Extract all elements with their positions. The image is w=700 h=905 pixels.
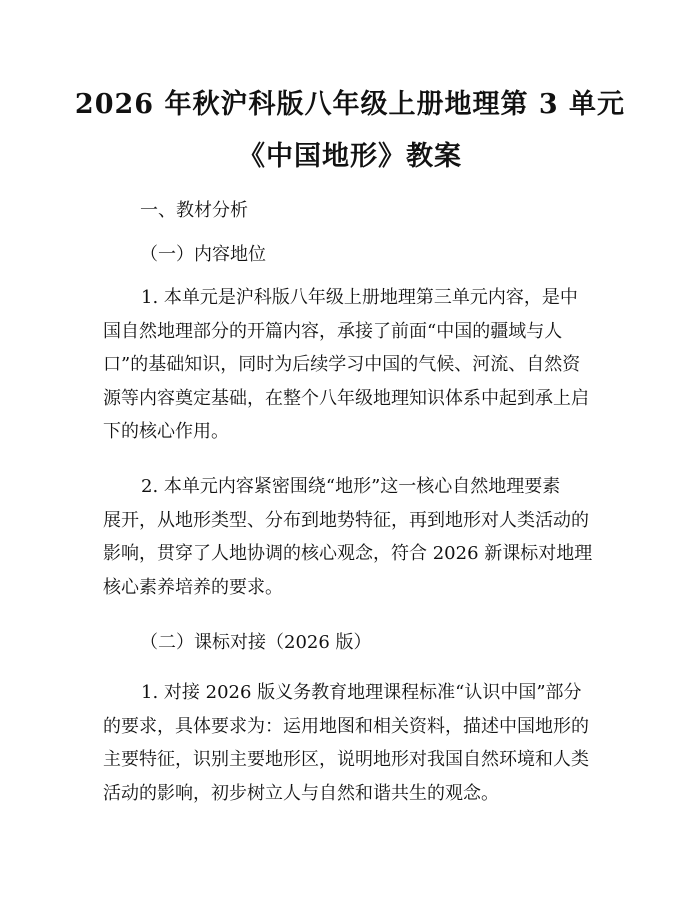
paragraph-1-line: 下的核心作用。 [103,421,229,442]
subsection-heading-content-position: （一）内容地位 [140,244,266,265]
paragraph-3-line: 主要特征，识别主要地形区，说明地形对我国自然环境和人类 [103,749,589,770]
paragraph-1-line: 国自然地理部分的开篇内容，承接了前面“中国的疆域与人 [103,320,563,342]
paragraph-2-line: 核心素养培养的要求。 [103,576,283,598]
paragraph-2-line: 2. 本单元内容紧密围绕“地形”这一核心自然地理要素 [141,476,561,497]
paragraph-3-line: 的要求，具体要求为：运用地图和相关资料，描述中国地形的 [103,715,589,737]
paragraph-2 [103,470,603,604]
paragraph-2-line: 影响，贯穿了人地协调的核心观念，符合 2026 新课标对地理 [103,543,593,564]
paragraph-3 [103,676,603,810]
paragraph-1 [103,281,603,449]
paragraph-2-line: 展开，从地形类型、分布到地势特征，再到地形对人类活动的 [103,509,589,531]
document-title-line-1: 2026 年秋沪科版八年级上册地理第 3 单元 [74,89,626,120]
paragraph-1-line: 源等内容奠定基础，在整个八年级地理知识体系中起到承上启 [103,387,589,409]
document-title-line-2: 《中国地形》教案 [238,141,462,172]
paragraph-3-line: 1. 对接 2026 版义务教育地理课程标准“认识中国”部分 [141,682,582,703]
paragraph-1-line: 口”的基础知识，同时为后续学习中国的气候、河流、自然资 [103,354,581,375]
paragraph-1-line: 1. 本单元是沪科版八年级上册地理第三单元内容，是中 [141,287,578,308]
paragraph-3-line: 活动的影响，初步树立人与自然和谐共生的观念。 [103,782,499,804]
section-heading-textbook-analysis: 一、教材分析 [140,200,248,221]
subsection-heading-curriculum-alignment: （二）课标对接（2026 版） [140,632,372,653]
